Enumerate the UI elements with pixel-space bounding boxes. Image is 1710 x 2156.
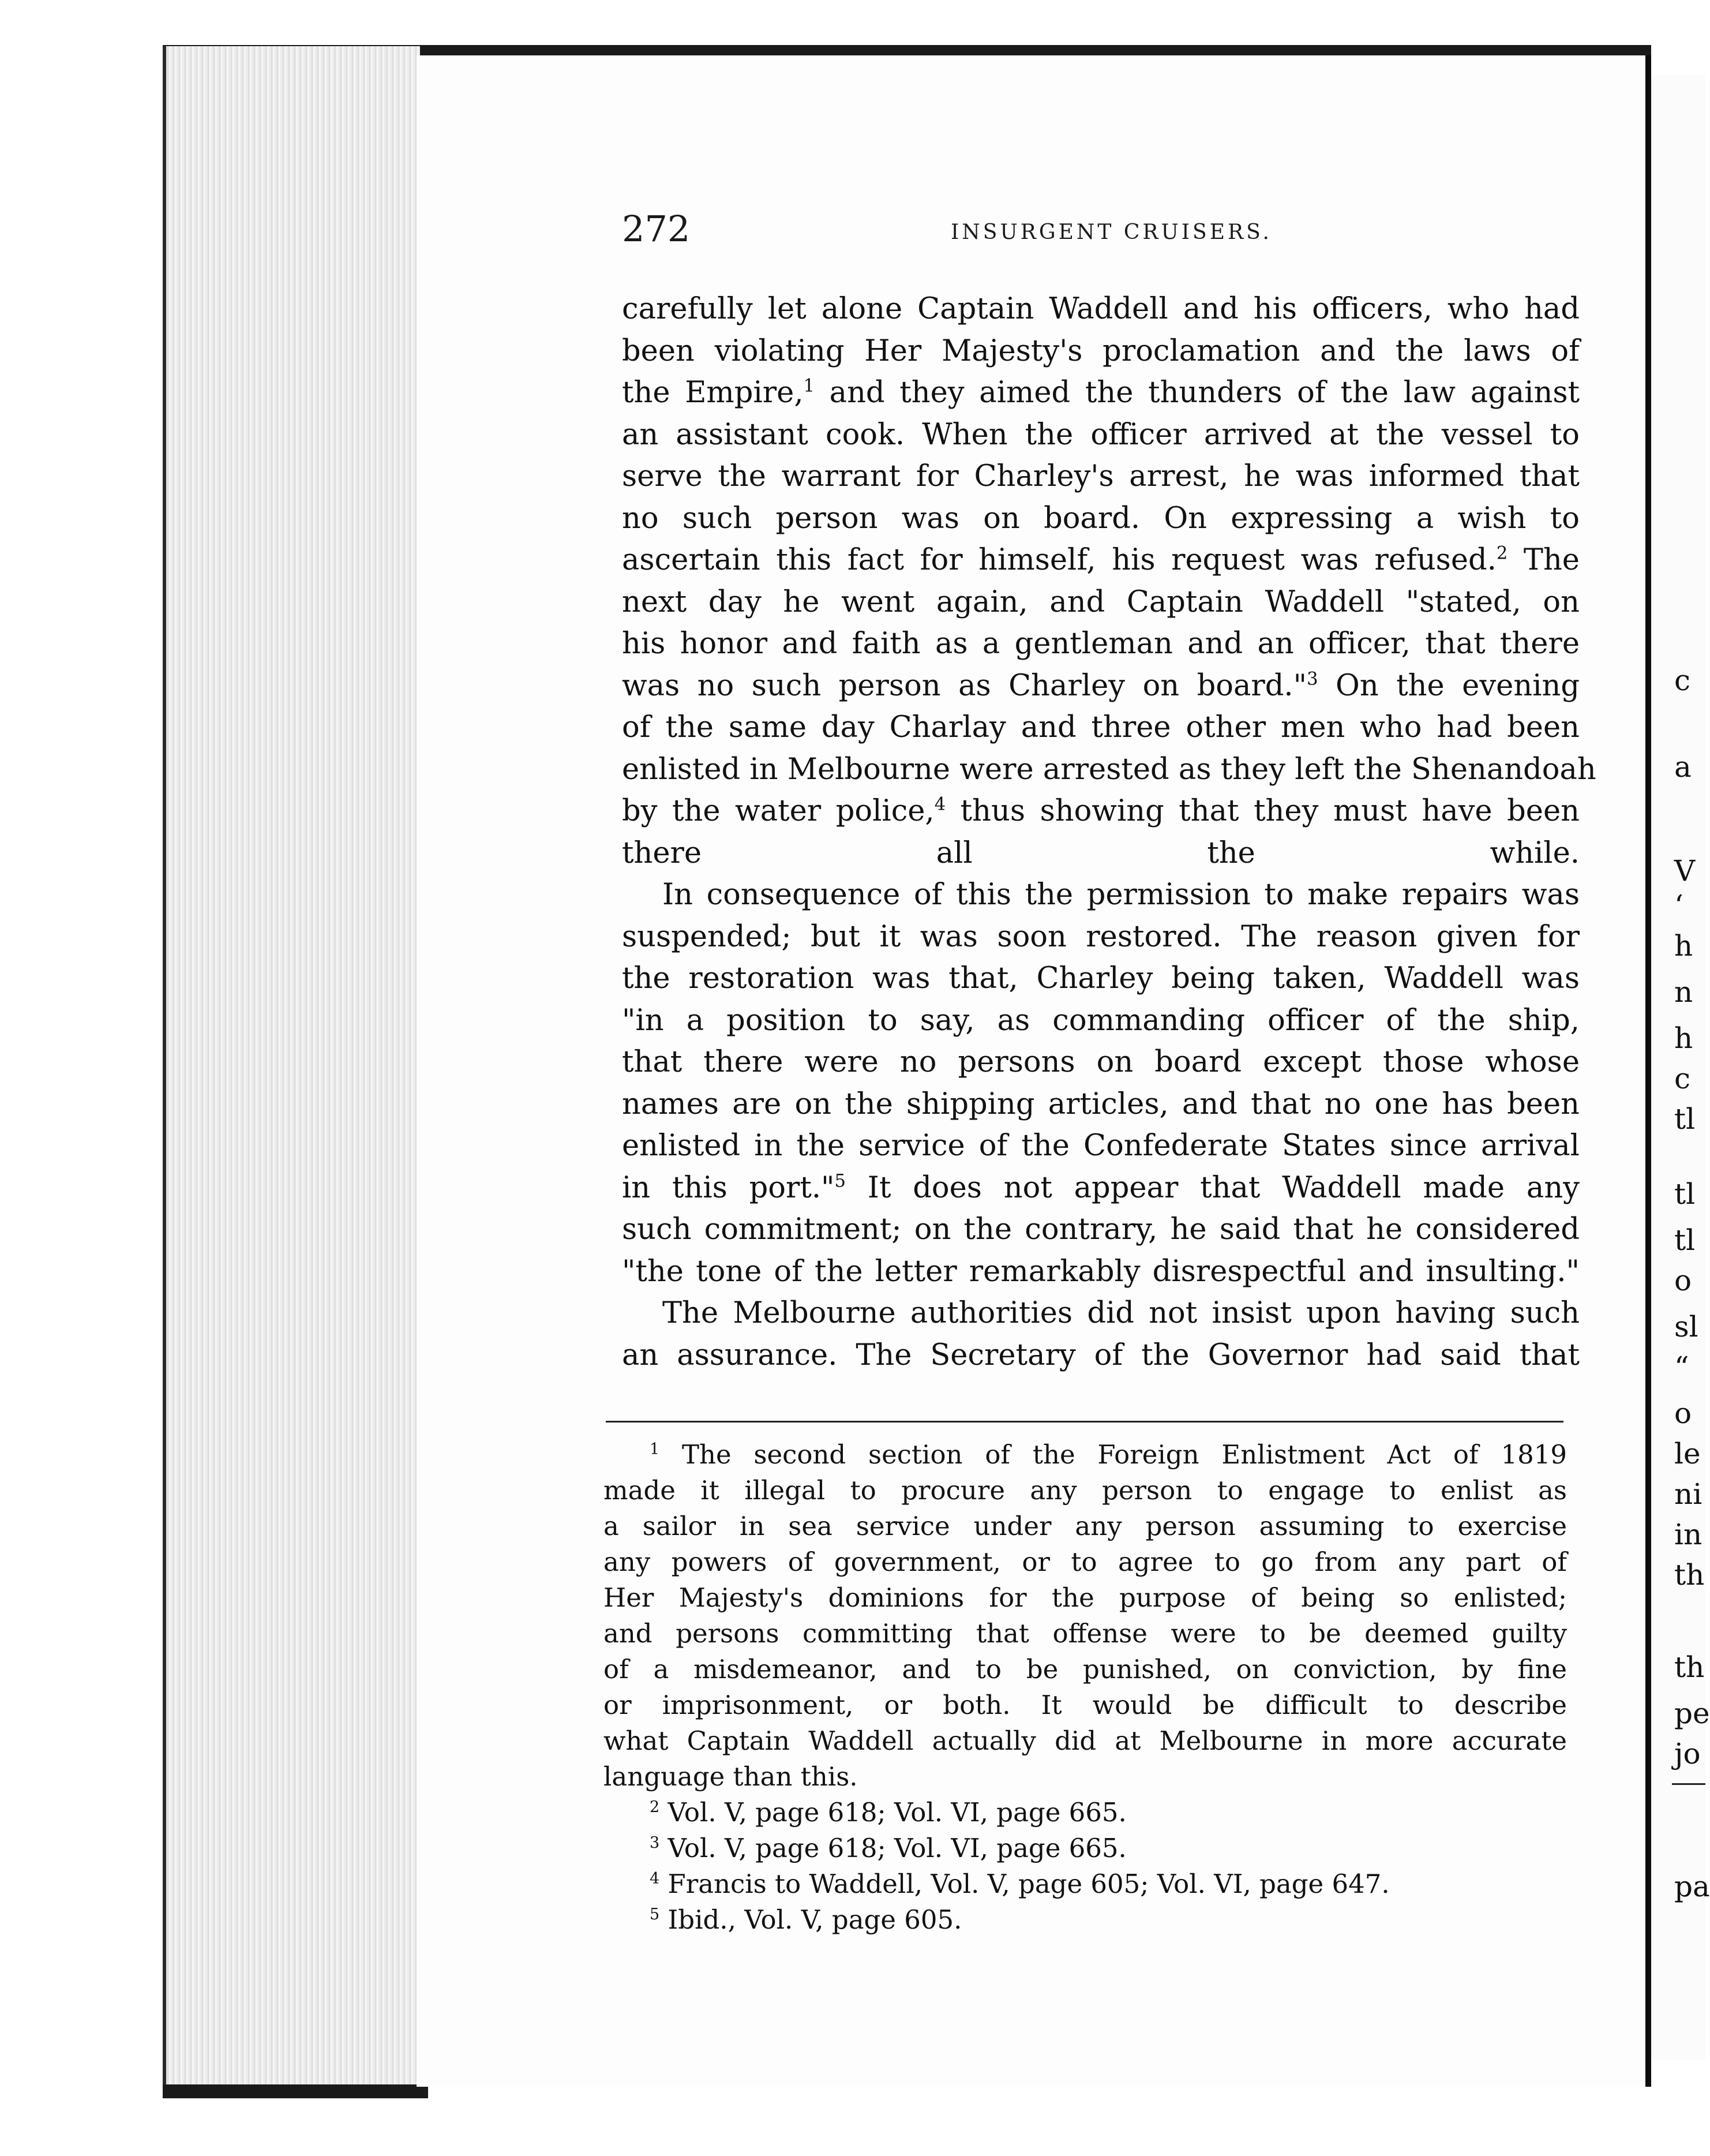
text-fragment: It does not appear that Waddell made any xyxy=(845,1170,1580,1205)
text-line xyxy=(622,791,1580,833)
text-fragment: Ibid., Vol. V, page 605. xyxy=(667,1904,962,1935)
binding-bottom-edge xyxy=(163,2084,428,2098)
next-page-fragment: “ xyxy=(1674,1350,1689,1384)
text-line: such commitment; on the contrary, he said that he considered xyxy=(622,1212,1580,1247)
text-line: of the same day Charlay and three other men who had been xyxy=(622,710,1580,744)
text-fragment: was no such person as Charley on board." xyxy=(622,668,1307,703)
footnote-line: Her Majesty's dominions for the purpose of being so enlisted; xyxy=(603,1582,1567,1613)
text-fragment: ascertain this fact for himself, his request was refused. xyxy=(622,543,1497,577)
text-line xyxy=(622,665,1580,708)
footnote-5 xyxy=(603,1902,1567,1938)
text-fragment: On the evening xyxy=(1318,668,1580,703)
next-page-fragment: jo xyxy=(1674,1737,1701,1771)
text-line: no such person was on board. On expressing a wish to xyxy=(622,501,1580,536)
footnote-line: of a misdemeanor, and to be punished, on conviction, by fine xyxy=(603,1654,1567,1685)
footnote-line: or imprisonment, or both. It would be difficult to describe xyxy=(603,1690,1567,1720)
text-fragment: Francis to Waddell, Vol. V, page 605; Vol. VI, page 647. xyxy=(667,1869,1390,1899)
next-page-fragment: V xyxy=(1674,854,1696,888)
footnote-ref: 2 xyxy=(1496,543,1508,564)
footnote-marker: 2 xyxy=(650,1798,660,1816)
footnote-marker: 5 xyxy=(650,1905,660,1923)
footnote-marker: 3 xyxy=(650,1833,660,1852)
footnote-marker: 4 xyxy=(650,1869,660,1888)
text-line: next day he went again, and Captain Waddell "stated, on xyxy=(622,585,1580,619)
next-page-fragment: n xyxy=(1674,975,1693,1009)
next-page-fragment: c xyxy=(1674,664,1691,697)
text-fragment: Vol. V, page 618; Vol. VI, page 665. xyxy=(667,1797,1127,1828)
next-page-fragment: h xyxy=(1674,929,1693,963)
footnote-line: a sailor in sea service under any person assuming to exercise xyxy=(603,1511,1567,1541)
footnote-line: any powers of government, or to agree to go from any part of xyxy=(603,1547,1567,1577)
footnote-2 xyxy=(603,1795,1567,1831)
paragraph-1 xyxy=(622,289,1596,874)
text-line: been violating Her Majesty's proclamation and the laws of xyxy=(622,334,1580,368)
page-number: 272 xyxy=(622,208,691,250)
next-page-fragment: ni xyxy=(1674,1477,1702,1511)
text-fragment: the Empire, xyxy=(622,376,804,410)
text-line: "the tone of the letter remarkably disrespectful and insulting." xyxy=(622,1254,1580,1289)
page-header xyxy=(622,208,1580,260)
text-line xyxy=(622,1167,1580,1210)
next-page-fragment: pa xyxy=(1674,1870,1710,1903)
footnote-ref: 5 xyxy=(834,1171,846,1192)
next-page-fragment: o xyxy=(1674,1397,1692,1430)
footnote-4 xyxy=(603,1866,1567,1902)
next-page-fragment: tl xyxy=(1674,1177,1696,1211)
next-page-fragment: sl xyxy=(1674,1310,1698,1343)
next-page-fragment: a xyxy=(1674,750,1692,784)
text-line: serve the warrant for Charley's arrest, he was informed that xyxy=(622,459,1580,493)
next-page-footnote-rule xyxy=(1672,1783,1705,1785)
text-line: an assurance. The Secretary of the Governor had said that xyxy=(622,1338,1580,1372)
text-line: an assistant cook. When the officer arrived at the vessel to xyxy=(622,417,1580,452)
text-line: enlisted in the service of the Confederate States since arrival xyxy=(622,1129,1580,1163)
text-line: "in a position to say, as commanding officer of the ship, xyxy=(622,1003,1580,1038)
footnote-ref: 4 xyxy=(934,794,946,815)
next-page-fragment: tl xyxy=(1674,1102,1696,1136)
text-line: that there were no persons on board except those whose xyxy=(622,1045,1580,1079)
text-line-last: there all the while. xyxy=(622,836,1580,870)
running-head: INSURGENT CRUISERS. xyxy=(951,220,1272,244)
paragraph-2 xyxy=(622,874,1580,1293)
footnote-ref: 3 xyxy=(1307,669,1318,690)
footnote-marker: 1 xyxy=(650,1440,660,1458)
next-page-fragment: o xyxy=(1674,1264,1692,1297)
footnote-line: what Captain Waddell actually did at Melbourne in more accurate xyxy=(603,1725,1567,1756)
next-page-fragment: le xyxy=(1674,1437,1701,1470)
footnote-ref: 1 xyxy=(803,376,815,396)
footnote-3 xyxy=(603,1831,1567,1866)
body-text xyxy=(622,289,1596,1376)
footnote-line xyxy=(603,1437,1567,1473)
page-edges-stack xyxy=(163,46,420,2095)
footnote-line: and persons committing that offense were to be deemed guilty xyxy=(603,1618,1567,1649)
paragraph-3 xyxy=(622,1293,1580,1376)
text-fragment: by the water police, xyxy=(622,794,935,828)
text-fragment: thus showing that they must have been xyxy=(946,794,1580,828)
next-page-fragment: c xyxy=(1674,1062,1691,1095)
text-line: In consequence of this the permission to make repairs was xyxy=(662,878,1580,912)
next-page-fragment: in xyxy=(1674,1518,1702,1551)
next-page-fragment: pe xyxy=(1674,1697,1710,1730)
text-fragment: Vol. V, page 618; Vol. VI, page 665. xyxy=(667,1833,1127,1863)
next-page-fragment: th xyxy=(1674,1650,1705,1684)
text-line xyxy=(622,540,1580,582)
text-fragment: The xyxy=(1507,543,1580,577)
next-page-fragment: h xyxy=(1674,1021,1693,1055)
footnote-1 xyxy=(603,1437,1567,1795)
next-page-fragment: th xyxy=(1674,1558,1705,1592)
text-line: suspended; but it was soon restored. The reason given for xyxy=(622,919,1580,954)
next-page-fragment: tl xyxy=(1674,1223,1696,1257)
footnotes xyxy=(603,1437,1567,1938)
text-fragment: The second section of the Foreign Enlistment Act of 1819 xyxy=(682,1439,1567,1470)
footnote-line: made it illegal to procure any person to engage to enlist as xyxy=(603,1475,1567,1506)
text-line: enlisted in Melbourne were arrested as they left the Shenandoah xyxy=(622,752,1596,787)
text-fragment: and they aimed the thunders of the law against xyxy=(815,376,1580,410)
next-page-fragment: ‘ xyxy=(1674,889,1683,922)
text-fragment: in this port." xyxy=(622,1170,835,1205)
text-line: names are on the shipping articles, and that no one has been xyxy=(622,1087,1580,1121)
footnote-rule xyxy=(606,1421,1563,1423)
footnote-line: language than this. xyxy=(603,1761,858,1792)
text-line xyxy=(622,372,1580,414)
text-line: The Melbourne authorities did not insist upon having such xyxy=(662,1296,1580,1330)
text-line: the restoration was that, Charley being taken, Waddell was xyxy=(622,961,1580,995)
next-page-edge xyxy=(1651,75,1710,2060)
text-line: carefully let alone Captain Waddell and his officers, who had xyxy=(622,292,1580,326)
text-line: his honor and faith as a gentleman and an officer, that there xyxy=(622,627,1580,661)
